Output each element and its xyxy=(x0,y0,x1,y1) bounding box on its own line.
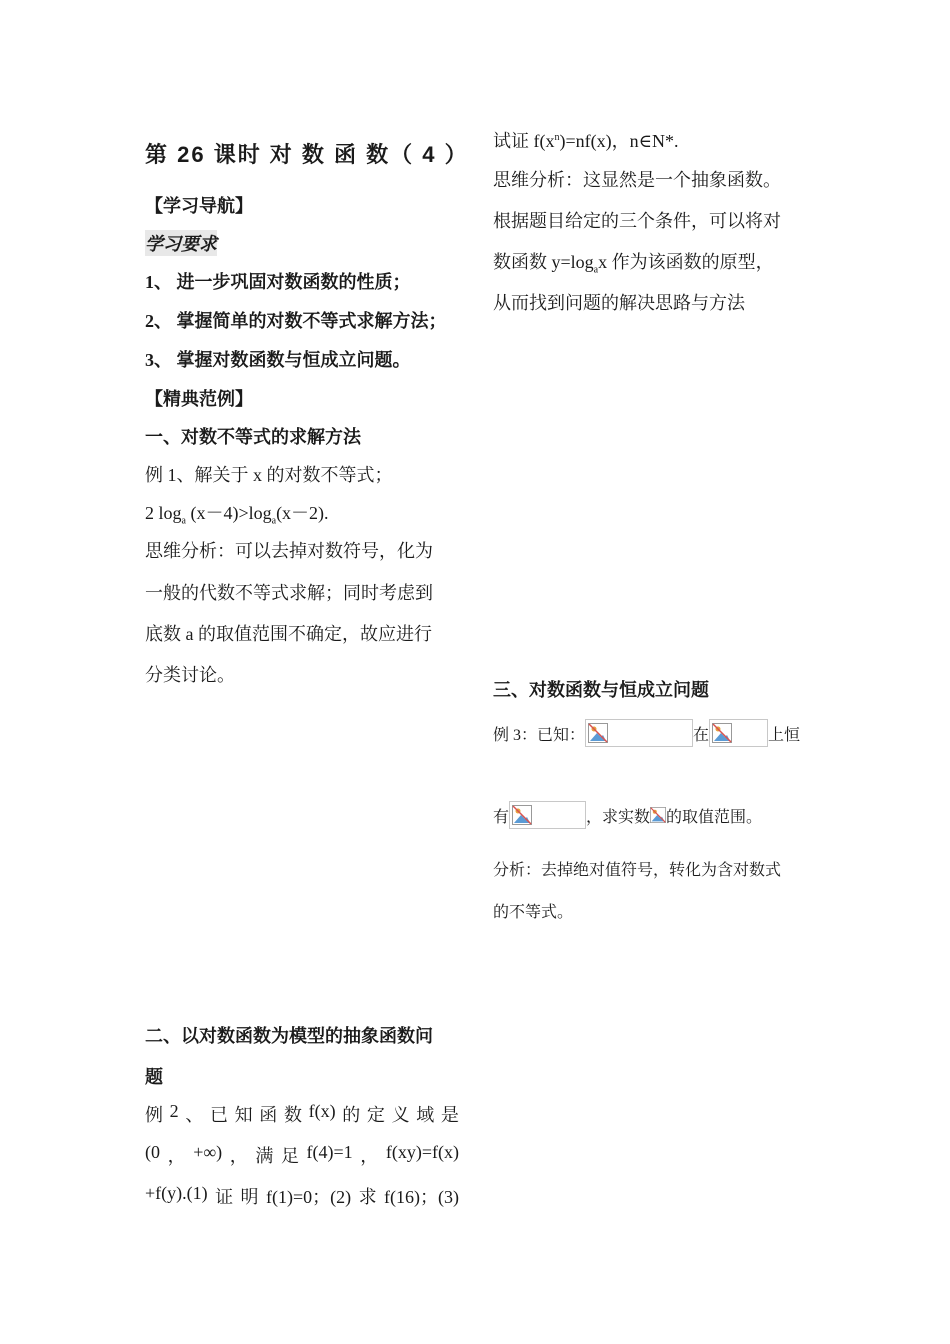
analysis1-line1: 思维分析：可以去掉对数符号，化为 xyxy=(145,541,433,561)
analysis2-line4: 从而找到问题的解决思路与方法 xyxy=(493,293,745,313)
section3-heading: 三、对数函数与恒成立问题 xyxy=(493,680,709,700)
broken-image-icon xyxy=(650,806,666,824)
analysis3-line2: 的不等式。 xyxy=(493,904,574,921)
example2-line3: +f(y).(1) 证 明 f(1)=0；(2) 求 f(16)；(3) xyxy=(145,1183,459,1207)
broken-image-icon xyxy=(512,805,532,825)
example1-intro: 例 1、解关于 x 的对数不等式； xyxy=(145,465,393,485)
page-title: 第 26 课时 对 数 函 数（ 4 ） xyxy=(145,142,469,167)
example3-mid: 在 xyxy=(693,726,710,744)
example3-line1 xyxy=(493,716,800,750)
formula-image-placeholder xyxy=(585,719,693,747)
domain-image-placeholder xyxy=(709,719,768,747)
example3-line2-mid: ，求实数 xyxy=(586,808,651,826)
examples-header: 【精典范例】 xyxy=(145,389,253,409)
inequality-image-placeholder xyxy=(509,801,586,829)
section2-heading-line2: 题 xyxy=(145,1067,163,1087)
analysis1-line4: 分类讨论。 xyxy=(145,665,235,685)
broken-image-icon xyxy=(712,723,732,743)
example3-line2-end: 的取值范围。 xyxy=(666,808,763,826)
requirements-label: 学习要求 xyxy=(145,230,217,256)
proof-statement: 试证 $f(x^n)=nf(x)$，n∈N*. xyxy=(493,131,679,151)
analysis3-line1: 分析：去掉绝对值符号，转化为含对数式 xyxy=(493,862,782,879)
analysis1-line3: 底数 a 的取值范围不确定，故应进行 xyxy=(145,624,432,644)
nav-header: 【学习导航】 xyxy=(145,196,253,216)
requirement-item-1: 1、 进一步巩固对数函数的性质； xyxy=(145,272,411,292)
example3-line2 xyxy=(493,798,762,832)
analysis2-line2: 根据题目给定的三个条件，可以将对 xyxy=(493,211,781,231)
example3-label: 例 3：已知： xyxy=(493,726,586,744)
analysis2-line1: 思维分析：这显然是一个抽象函数。 xyxy=(493,170,781,190)
requirement-item-3: 3、 掌握对数函数与恒成立问题。 xyxy=(145,350,411,370)
analysis2-line3: 数函数 $y=\log_ax$ 作为该函数的原型， xyxy=(493,252,774,276)
section1-heading: 一、对数不等式的求解方法 xyxy=(145,427,361,447)
example3-end: 上恒 xyxy=(768,726,801,744)
example1-formula: 2 $\log_a (x-4)>\log_a(x-2)$. xyxy=(145,503,329,527)
variable-image-placeholder xyxy=(650,805,666,825)
example2-line2: (0 ， +∞) ， 满 足 f(4)=1 ， f(xy)=f(x) xyxy=(145,1142,459,1166)
example2-line1: 例 2 、 已 知 函 数 f(x) 的 定 义 域 是 xyxy=(145,1101,459,1125)
example3-line2-start: 有 xyxy=(493,808,510,826)
broken-image-icon xyxy=(588,723,608,743)
section2-heading-line1: 二、以对数函数为模型的抽象函数问 xyxy=(145,1026,433,1046)
analysis1-line2: 一般的代数不等式求解；同时考虑到 xyxy=(145,583,433,603)
requirement-item-2: 2、 掌握简单的对数不等式求解方法； xyxy=(145,311,447,331)
